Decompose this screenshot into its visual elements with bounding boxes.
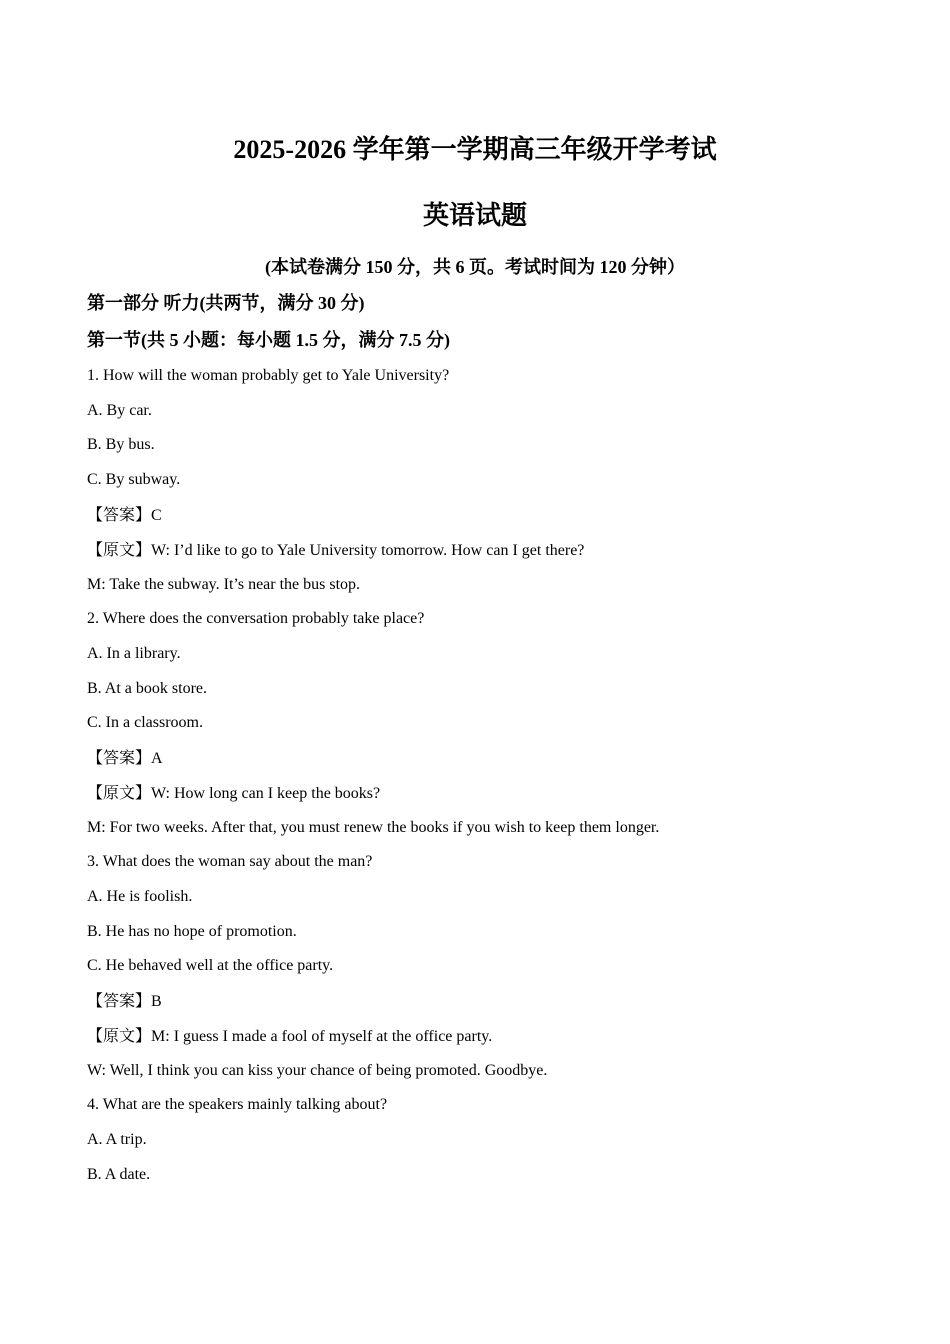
exam-title: 2025-2026 学年第一学期高三年级开学考试 <box>233 135 717 164</box>
question-stem: 1. How will the woman probably get to Yale University? <box>87 367 450 384</box>
option-b: B. A date. <box>87 1166 151 1183</box>
original-line <box>87 539 584 562</box>
original-label: 【原文】 <box>87 783 152 802</box>
transcript-second: W: Well, I think you can kiss your chance of being promoted. Goodbye. <box>87 1062 548 1079</box>
option-b: B. At a book store. <box>87 680 207 697</box>
option-c: C. By subway. <box>87 471 181 488</box>
option-b: B. He has no hope of promotion. <box>87 923 297 940</box>
answer-value: B <box>151 993 162 1010</box>
transcript-first: W: I’d like to go to Yale University tomorrow. How can I get there? <box>151 542 585 559</box>
answer-label: 【答案】 <box>87 991 152 1010</box>
section-heading: 第一节(共 5 小题：每小题 1.5 分，满分 7.5 分) <box>87 330 450 350</box>
transcript-second: M: Take the subway. It’s near the bus stop. <box>87 576 361 593</box>
option-a: A. A trip. <box>87 1131 147 1148</box>
question-stem: 3. What does the woman say about the man? <box>87 853 373 870</box>
transcript-second: M: For two weeks. After that, you must renew the books if you wish to keep them longer. <box>87 819 660 836</box>
original-line <box>87 782 380 805</box>
option-a: A. He is foolish. <box>87 888 193 905</box>
answer-line <box>87 990 162 1013</box>
original-label: 【原文】 <box>87 1026 152 1045</box>
transcript-first: W: How long can I keep the books? <box>151 785 381 802</box>
option-b: B. By bus. <box>87 436 155 453</box>
answer-label: 【答案】 <box>87 505 152 524</box>
part-heading: 第一部分 听力(共两节，满分 30 分) <box>87 293 365 313</box>
answer-value: C <box>151 507 162 524</box>
answer-line <box>87 504 162 527</box>
subject-title: 英语试题 <box>422 201 527 230</box>
original-label: 【原文】 <box>87 540 152 559</box>
answer-value: A <box>151 750 163 767</box>
option-a: A. By car. <box>87 402 152 419</box>
answer-line <box>87 747 163 770</box>
question-stem: 2. Where does the conversation probably take place? <box>87 610 425 627</box>
option-c: C. In a classroom. <box>87 714 203 731</box>
answer-label: 【答案】 <box>87 748 152 767</box>
question-stem: 4. What are the speakers mainly talking about? <box>87 1096 388 1113</box>
exam-note: (本试卷满分 150 分，共 6 页。考试时间为 120 分钟） <box>265 257 685 277</box>
transcript-first: M: I guess I made a fool of myself at the office party. <box>151 1028 493 1045</box>
option-a: A. In a library. <box>87 645 181 662</box>
option-c: C. He behaved well at the office party. <box>87 957 334 974</box>
original-line <box>87 1025 492 1048</box>
